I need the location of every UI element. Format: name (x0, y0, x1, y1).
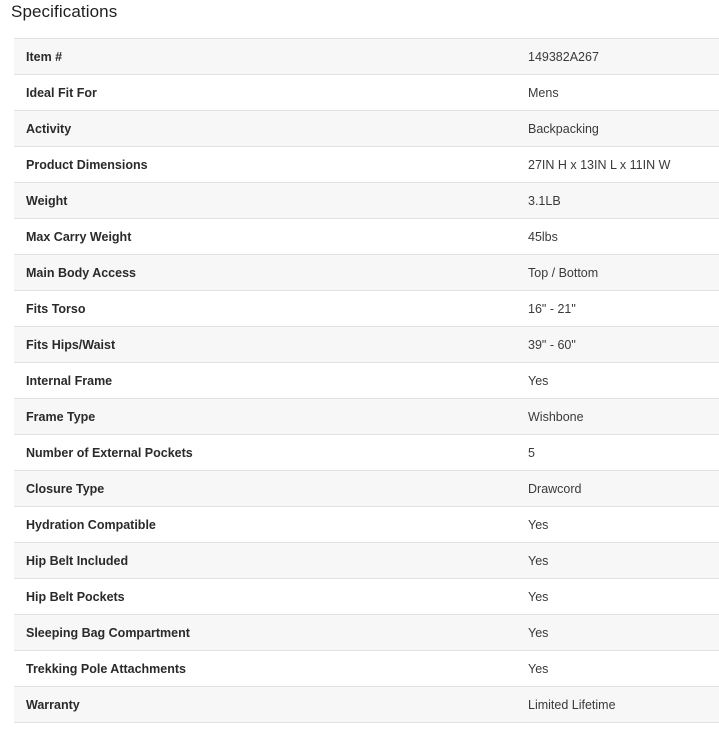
spec-table (14, 38, 719, 723)
spec-value: Mens (528, 85, 559, 100)
spec-label: Fits Hips/Waist (26, 337, 116, 352)
spec-label: Product Dimensions (26, 157, 148, 172)
spec-value: Drawcord (528, 481, 582, 496)
spec-value: 45lbs (528, 229, 558, 244)
spec-value: 149382A267 (528, 49, 599, 64)
spec-label: Max Carry Weight (26, 229, 132, 244)
spec-label: Ideal Fit For (26, 85, 97, 100)
spec-row (14, 363, 719, 399)
spec-row (14, 75, 719, 111)
spec-row (14, 615, 719, 651)
spec-label: Hip Belt Pockets (26, 589, 125, 604)
spec-value: Yes (528, 553, 549, 568)
spec-value: 39" - 60" (528, 337, 576, 352)
spec-label: Closure Type (26, 481, 105, 496)
spec-value: Yes (528, 373, 549, 388)
spec-label: Sleeping Bag Compartment (26, 625, 190, 640)
spec-label: Weight (26, 193, 68, 208)
spec-row (14, 327, 719, 363)
spec-value: Wishbone (528, 409, 584, 424)
spec-value: 16" - 21" (528, 301, 576, 316)
spec-value: Yes (528, 625, 549, 640)
spec-value: Limited Lifetime (528, 697, 616, 712)
spec-row (14, 291, 719, 327)
spec-label: Internal Frame (26, 373, 113, 388)
spec-label: Hydration Compatible (26, 517, 156, 532)
spec-row (14, 651, 719, 687)
spec-value: 5 (528, 445, 535, 460)
spec-label: Activity (26, 121, 72, 136)
spec-row (14, 111, 719, 147)
spec-value: Yes (528, 589, 549, 604)
spec-row (14, 687, 719, 723)
spec-row (14, 435, 719, 471)
spec-row (14, 219, 719, 255)
spec-value: Backpacking (528, 121, 599, 136)
spec-label: Frame Type (26, 409, 96, 424)
spec-value: 3.1LB (528, 193, 561, 208)
spec-label: Item # (26, 49, 63, 64)
spec-row (14, 39, 719, 75)
spec-label: Hip Belt Included (26, 553, 129, 568)
spec-label: Number of External Pockets (26, 445, 193, 460)
section-title: Specifications (11, 2, 118, 21)
spec-row (14, 471, 719, 507)
spec-value: Top / Bottom (528, 265, 599, 280)
spec-value: 27IN H x 13IN L x 11IN W (528, 157, 671, 172)
spec-row (14, 579, 719, 615)
spec-value: Yes (528, 661, 549, 676)
spec-label: Warranty (26, 697, 80, 712)
spec-row (14, 543, 719, 579)
spec-row (14, 507, 719, 543)
spec-row (14, 183, 719, 219)
spec-row (14, 399, 719, 435)
spec-row (14, 147, 719, 183)
spec-label: Fits Torso (26, 301, 86, 316)
spec-label: Trekking Pole Attachments (26, 661, 186, 676)
spec-row (14, 255, 719, 291)
spec-value: Yes (528, 517, 549, 532)
spec-label: Main Body Access (26, 265, 136, 280)
